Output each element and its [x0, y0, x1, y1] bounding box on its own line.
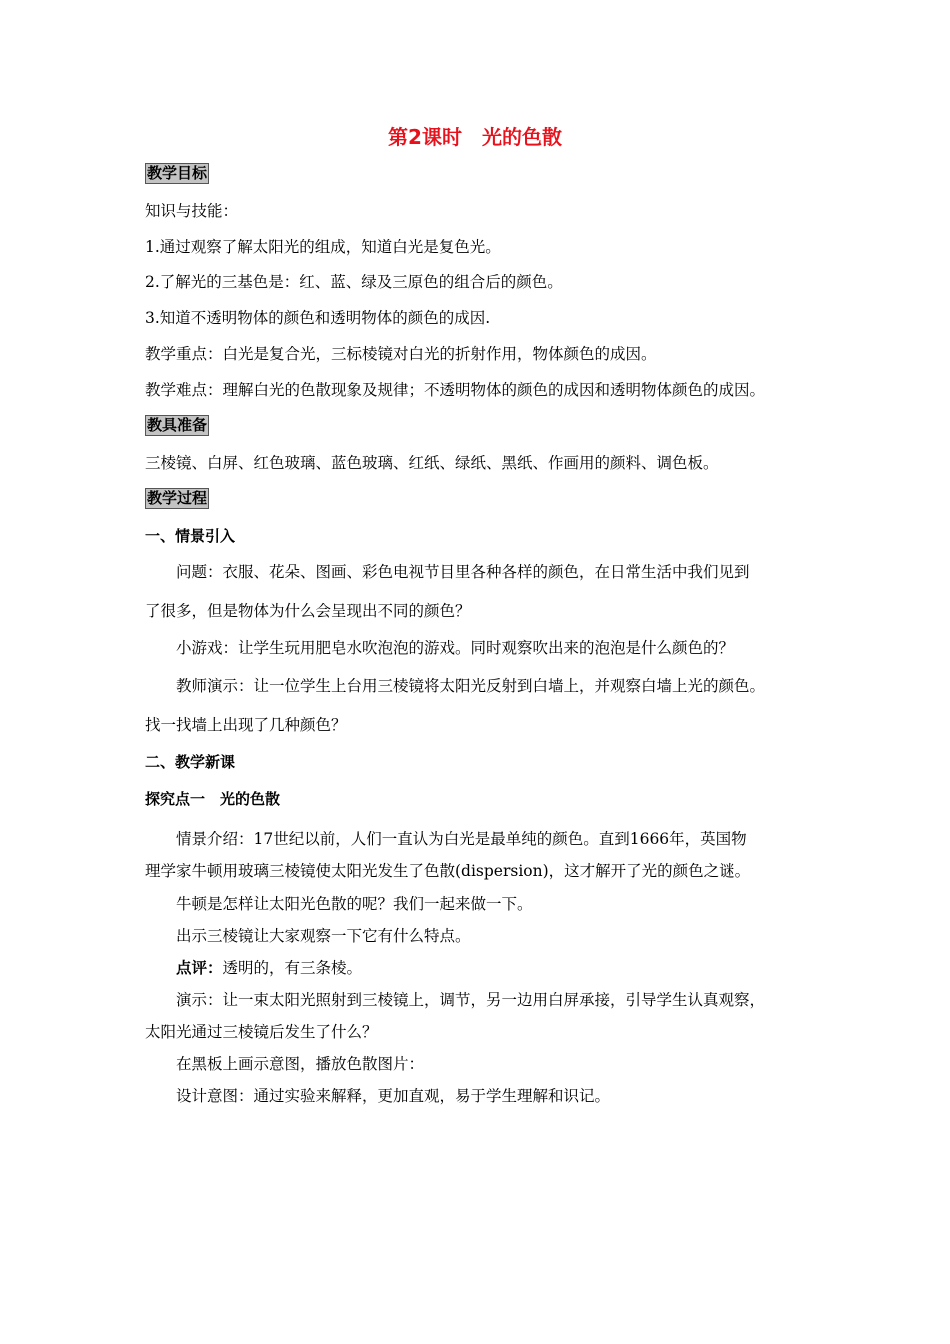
- newlesson-intro-line2: 理学家牛顿用玻璃三棱镜使太阳光发生了色散(dispersion)，这才解开了光的颜色之谜。: [145, 862, 751, 880]
- newlesson-show-prism: 出示三棱镜让大家观察一下它有什么特点。: [176, 927, 471, 945]
- comment-label: 点评：: [176, 959, 223, 977]
- goal-item-2: 2.了解光的三基色是：红、蓝、绿及三原色的组合后的颜色。: [145, 273, 563, 291]
- newlesson-diagram: 在黑板上画示意图，播放色散图片：: [176, 1055, 425, 1073]
- page-title: 第2课时 光的色散: [388, 125, 562, 149]
- key-point: 教学重点：白光是复合光，三标棱镜对白光的折射作用，物体颜色的成因。: [145, 345, 657, 363]
- newlesson-comment: [176, 958, 362, 978]
- newlesson-intro-line1: 情景介绍：17世纪以前，人们一直认为白光是最单纯的颜色。直到1666年，英国物: [176, 830, 747, 848]
- intro-question-line1: 问题：衣服、花朵、图画、彩色电视节目里各种各样的颜色，在日常生活中我们见到: [176, 563, 750, 581]
- newlesson-heading: 二、教学新课: [145, 753, 236, 771]
- intro-question-line2: 了很多，但是物体为什么会呈现出不同的颜色？: [145, 602, 471, 620]
- section-header-tools: 教具准备: [147, 416, 208, 434]
- newlesson-question: 牛顿是怎样让太阳光色散的呢？我们一起来做一下。: [176, 895, 533, 913]
- section-header-goals: 教学目标: [147, 164, 208, 182]
- topic-heading: 探究点一 光的色散: [145, 790, 281, 808]
- goal-item-3: 3.知道不透明物体的颜色和透明物体的颜色的成因.: [145, 309, 491, 327]
- goal-item-1: 1.通过观察了解太阳光的组成，知道白光是复色光。: [145, 238, 501, 256]
- goals-subheading: 知识与技能：: [145, 202, 239, 220]
- intro-demo-line2: 找一找墙上出现了几种颜色？: [145, 716, 347, 734]
- newlesson-demo-line2: 太阳光通过三棱镜后发生了什么？: [145, 1023, 378, 1041]
- intro-demo-line1: 教师演示：让一位学生上台用三棱镜将太阳光反射到白墙上，并观察白墙上光的颜色。: [176, 677, 766, 695]
- comment-text: 透明的，有三条棱。: [222, 959, 363, 977]
- tools-list: 三棱镜、白屏、红色玻璃、蓝色玻璃、红纸、绿纸、黑纸、作画用的颜料、调色板。: [145, 454, 719, 472]
- intro-heading: 一、情景引入: [145, 527, 236, 545]
- newlesson-design-intent: 设计意图：通过实验来解释，更加直观，易于学生理解和识记。: [176, 1087, 611, 1105]
- section-header-process: 教学过程: [147, 489, 208, 507]
- difficulty-point: 教学难点：理解白光的色散现象及规律；不透明物体的颜色的成因和透明物体颜色的成因。: [145, 381, 766, 399]
- intro-game: 小游戏：让学生玩用肥皂水吹泡泡的游戏。同时观察吹出来的泡泡是什么颜色的？: [176, 639, 735, 657]
- newlesson-demo-line1: 演示：让一束太阳光照射到三棱镜上，调节，另一边用白屏承接，引导学生认真观察，: [176, 991, 766, 1009]
